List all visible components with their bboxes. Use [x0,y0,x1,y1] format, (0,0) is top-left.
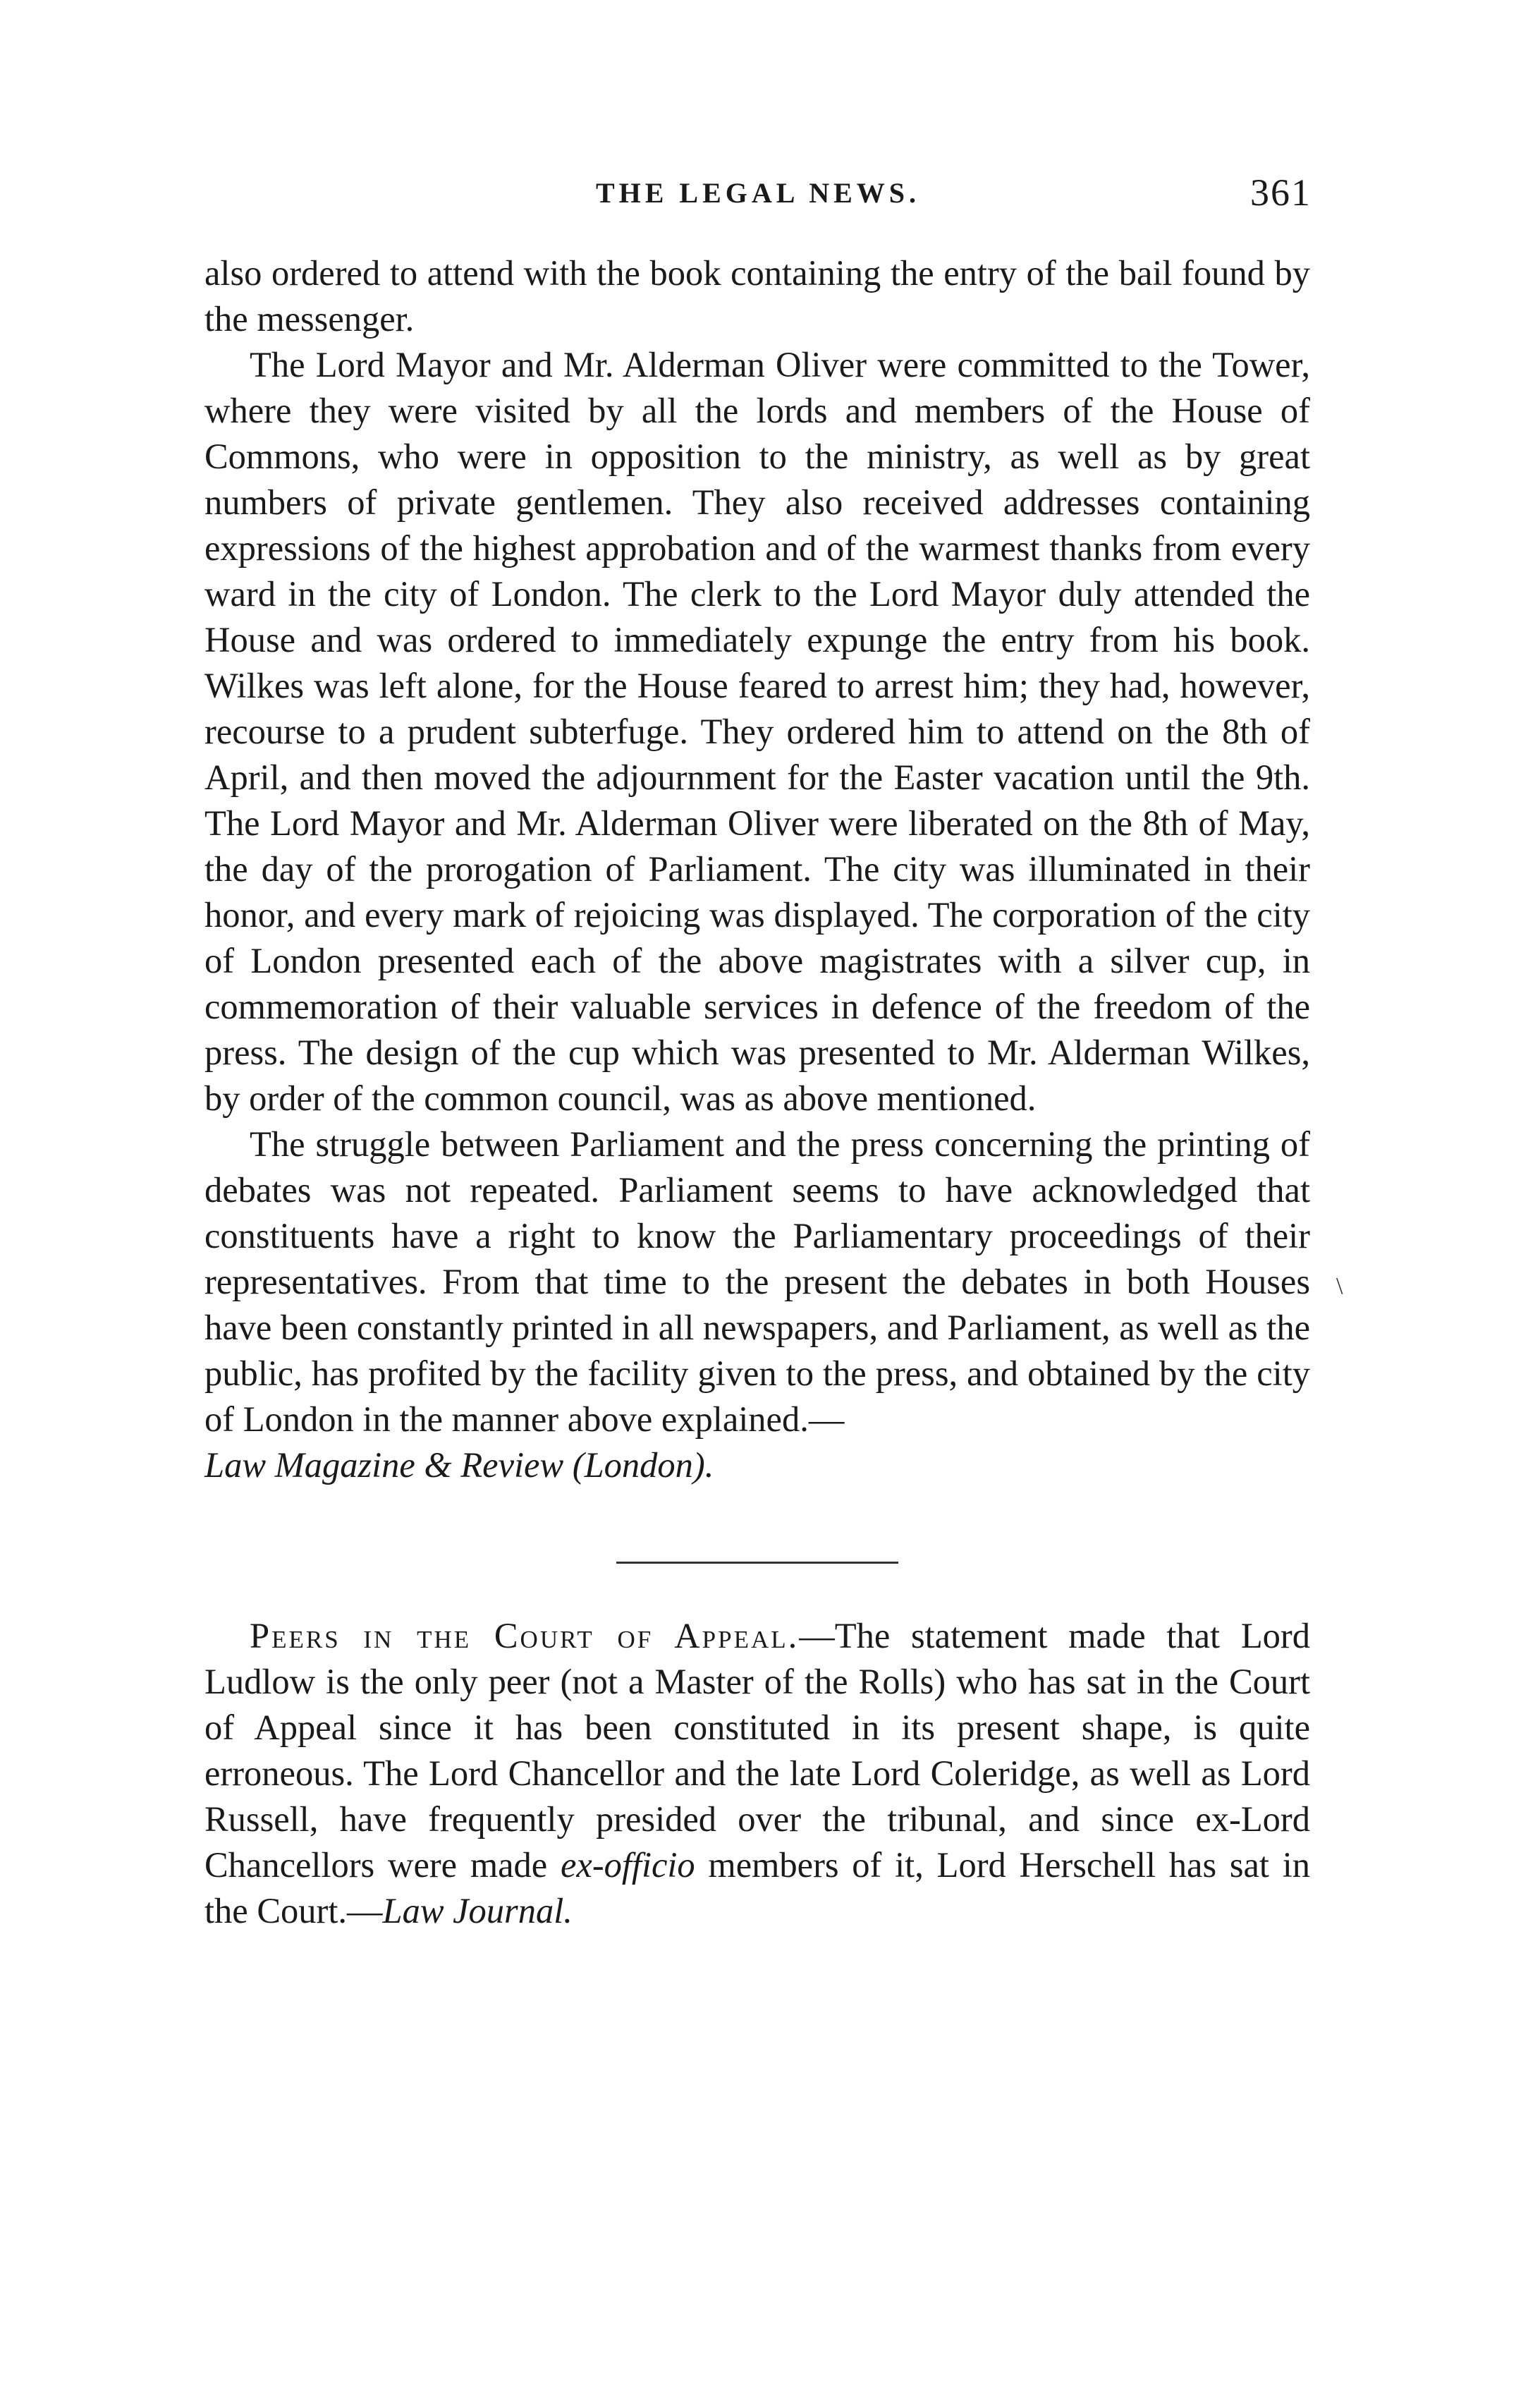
page-body [204,250,1310,1934]
paragraph-committed-to-tower [204,342,1310,1121]
continuation-paragraph [204,250,1310,342]
article-text-after-italic: members of it, Lord Herschell has sat in the Court.— [204,1845,1310,1930]
section-divider [616,1562,898,1564]
continuation-text: also ordered to attend with the book containing the entry of the bail found by the messenger. [204,253,1310,339]
paragraph-2-text: The struggle between Parliament and the press concerning the printing of debates was not repeated. Parliament seems to have acknowledged that constituents have a right to know the Parliamentary proceedings of their representatives. From that time to the present the debates in both Houses have been constantly printed in all newspapers, and Parliament, as well as the public, has profited by the facility given to the press, and obtained by the city of London in the manner above explained.— [204,1124,1310,1439]
article-italic-term: ex-officio [560,1845,695,1885]
article-source: Law Journal. [382,1891,573,1930]
paragraph-2-source: Law Magazine & Review (London). [204,1445,714,1485]
article-heading: Peers in the Court of Appeal. [250,1616,800,1655]
margin-tick-mark: \ [1336,1273,1343,1299]
article-dash: — [799,1616,835,1655]
paragraph-1-text: The Lord Mayor and Mr. Alderman Oliver were committed to the Tower, where they were visited by all the lords and members of the House of Commons, who were in opposition to the ministry, as well as by great numbers of private gentlemen. They also received addresses containing expressions of the highest approbation and of the warmest thanks from every ward in the city of London. The clerk to the Lord Mayor duly attended the House and was ordered to immediately expunge the entry from his book. Wilkes was left alone, for the House feared to arrest him; they had, however, recourse to a prudent subterfuge. They ordered him to attend on the 8th of April, and then moved the adjournment for the Easter vacation until the 9th. The Lord Mayor and Mr. Alderman Oliver were liberated on the 8th of May, the day of the prorogation of Parliament. The city was illuminated in their honor, and every mark of rejoicing was displayed. The corporation of the city of London presented each of the above magistrates with a silver cup, in commemoration of their valuable services in defence of the freedom of the press. The design of the cup which was presented to Mr. Alderman Wilkes, by order of the common council, was as above mentioned. [204,345,1310,1118]
article-peers-court-of-appeal [204,1613,1310,1934]
page-number: 361 [1250,171,1312,214]
running-head: THE LEGAL NEWS. [595,177,921,209]
article-text-before-italic: The statement made that Lord Ludlow is the only peer (not a Master of the Rolls) who has sat in the Court of Appeal since it has been constituted in its present shape, is quite erroneous. The Lord Chancellor and the late Lord Coleridge, as well as Lord Russell, have frequently presided over the tribunal, and since ex-Lord Chancellors were made [204,1616,1310,1885]
paragraph-struggle [204,1121,1310,1488]
page-header [204,171,1312,220]
